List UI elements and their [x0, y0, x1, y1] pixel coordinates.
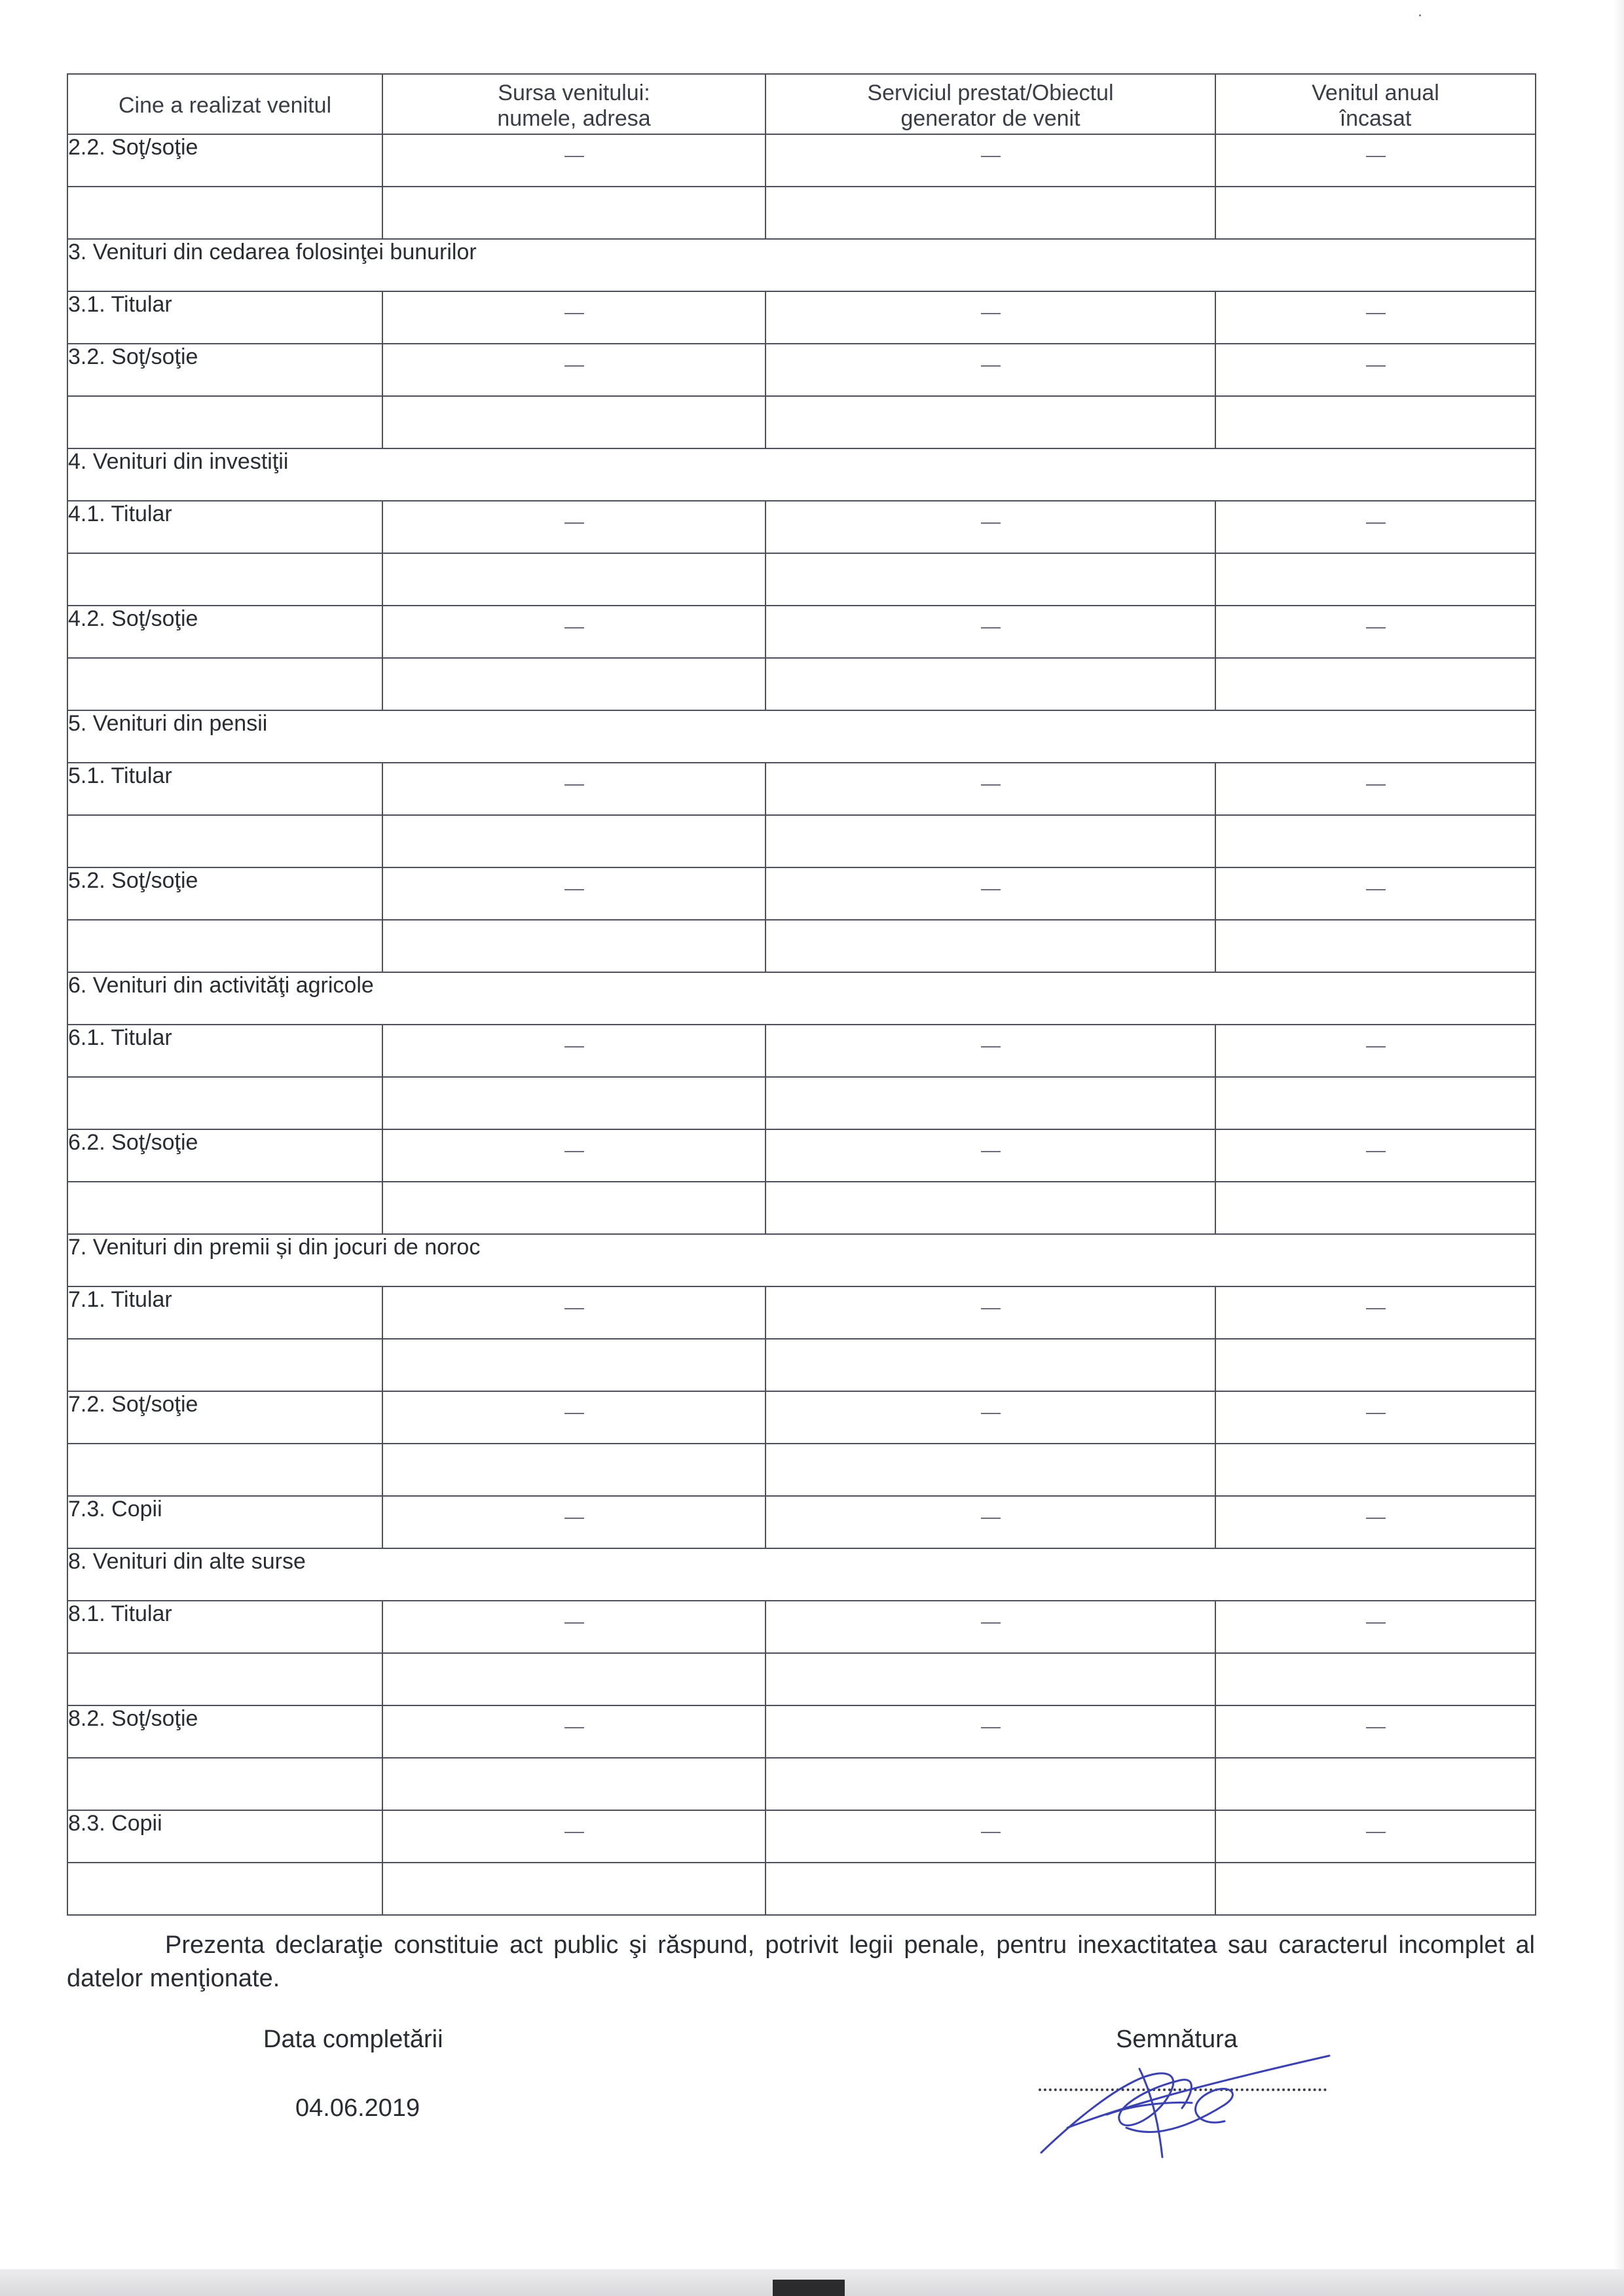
header-income-line-2: încasat	[1339, 106, 1412, 131]
income-cell	[1215, 1496, 1536, 1548]
table-row-blank	[67, 815, 1536, 867]
row-label: 2.2. Soţ/soţie	[67, 134, 382, 187]
table-row	[67, 1391, 1536, 1444]
empty-dash	[564, 313, 584, 314]
completion-date-label: Data completării	[263, 2026, 443, 2053]
empty-dash	[564, 1518, 584, 1519]
scan-bottom-tab	[773, 2280, 845, 2296]
income-cell	[1215, 1129, 1536, 1182]
empty-dash	[981, 1046, 1001, 1048]
empty-dash	[981, 889, 1001, 890]
table-row-blank	[67, 1339, 1536, 1391]
empty-dash	[981, 1518, 1001, 1519]
table-row	[67, 763, 1536, 815]
empty-dash	[1366, 1308, 1386, 1309]
source-cell	[382, 1496, 766, 1548]
table-row-blank	[67, 187, 1536, 239]
row-label: 7.2. Soţ/soţie	[67, 1391, 382, 1444]
row-label: 8.2. Soţ/soţie	[67, 1705, 382, 1758]
table-header-row	[67, 74, 1536, 134]
row-label: 3.2. Soţ/soţie	[67, 344, 382, 396]
empty-dash	[564, 627, 584, 629]
row-label: 8.3. Copii	[67, 1810, 382, 1863]
section-row	[67, 972, 1536, 1025]
empty-dash	[1366, 1622, 1386, 1624]
empty-dash	[564, 365, 584, 367]
table-row-blank	[67, 1077, 1536, 1129]
table-row-blank	[67, 1653, 1536, 1705]
header-service-line-1: Serviciul prestat/Obiectul	[867, 80, 1114, 105]
source-cell	[382, 291, 766, 344]
empty-dash	[981, 1308, 1001, 1309]
row-label: 3.1. Titular	[67, 291, 382, 344]
section-row	[67, 1548, 1536, 1601]
service-cell	[766, 763, 1215, 815]
empty-dash	[981, 365, 1001, 367]
row-label: 7.1. Titular	[67, 1286, 382, 1339]
source-cell	[382, 1601, 766, 1653]
table-row	[67, 501, 1536, 553]
empty-dash	[1366, 889, 1386, 890]
empty-dash	[1366, 1832, 1386, 1833]
table-row-blank	[67, 1758, 1536, 1810]
row-label: 5.1. Titular	[67, 763, 382, 815]
service-cell	[766, 1601, 1215, 1653]
empty-dash	[1366, 1151, 1386, 1152]
empty-dash	[981, 627, 1001, 629]
empty-dash	[564, 156, 584, 157]
empty-dash	[981, 522, 1001, 524]
empty-dash	[1366, 1413, 1386, 1414]
empty-dash	[1366, 627, 1386, 629]
table-row-blank	[67, 553, 1536, 606]
empty-dash	[564, 889, 584, 890]
income-cell	[1215, 134, 1536, 187]
table-row	[67, 1129, 1536, 1182]
table-row	[67, 344, 1536, 396]
empty-dash	[981, 1727, 1001, 1728]
service-cell	[766, 134, 1215, 187]
service-cell	[766, 1705, 1215, 1758]
empty-dash	[1366, 313, 1386, 314]
service-cell	[766, 1496, 1215, 1548]
header-who-line-1: Cine a realizat venitul	[118, 93, 332, 118]
table-row	[67, 1286, 1536, 1339]
empty-dash	[564, 1622, 584, 1624]
header-who	[67, 74, 382, 134]
scan-right-edge	[1614, 0, 1624, 2296]
income-cell	[1215, 763, 1536, 815]
section-row	[67, 710, 1536, 763]
section-title: 5. Venituri din pensii	[67, 710, 1536, 763]
empty-dash	[1366, 156, 1386, 157]
header-service	[766, 74, 1215, 134]
service-cell	[766, 1025, 1215, 1077]
service-cell	[766, 867, 1215, 920]
source-cell	[382, 134, 766, 187]
row-label: 4.2. Soţ/soţie	[67, 606, 382, 658]
empty-dash	[1366, 522, 1386, 524]
source-cell	[382, 1025, 766, 1077]
section-row	[67, 1234, 1536, 1286]
income-cell	[1215, 1705, 1536, 1758]
section-row	[67, 239, 1536, 291]
income-cell	[1215, 1601, 1536, 1653]
signature-label: Semnătura	[1116, 2026, 1238, 2053]
service-cell	[766, 1286, 1215, 1339]
source-cell	[382, 344, 766, 396]
empty-dash	[1366, 1727, 1386, 1728]
income-cell	[1215, 344, 1536, 396]
source-cell	[382, 606, 766, 658]
section-title: 4. Venituri din investiţii	[67, 448, 1536, 501]
empty-dash	[564, 1151, 584, 1152]
empty-dash	[981, 156, 1001, 157]
row-label: 5.2. Soţ/soţie	[67, 867, 382, 920]
table-row-blank	[67, 1444, 1536, 1496]
empty-dash	[1366, 1046, 1386, 1048]
service-cell	[766, 344, 1215, 396]
empty-dash	[981, 313, 1001, 314]
empty-dash	[981, 1622, 1001, 1624]
table-row	[67, 291, 1536, 344]
table-row	[67, 134, 1536, 187]
empty-dash	[564, 522, 584, 524]
handwritten-signature	[1028, 2043, 1342, 2167]
service-cell	[766, 501, 1215, 553]
income-cell	[1215, 606, 1536, 658]
header-income-line-1: Venitul anual	[1312, 80, 1439, 105]
source-cell	[382, 763, 766, 815]
service-cell	[766, 1391, 1215, 1444]
header-source-line-2: numele, adresa	[497, 106, 651, 131]
source-cell	[382, 1810, 766, 1863]
declaration-statement: Prezenta declaraţie constituie act public şi răspund, potrivit legii penale, pentru inexactitatea sau caracterul incomplet al datelor menţionate.	[67, 1931, 1535, 1992]
empty-dash	[564, 784, 584, 786]
table-row	[67, 1025, 1536, 1077]
section-title: 6. Venituri din activităţi agricole	[67, 972, 1536, 1025]
scan-speck	[1419, 14, 1421, 16]
service-cell	[766, 606, 1215, 658]
source-cell	[382, 867, 766, 920]
income-declaration-table	[67, 73, 1536, 1916]
empty-dash	[1366, 784, 1386, 786]
table-row-blank	[67, 920, 1536, 972]
empty-dash	[1366, 365, 1386, 367]
row-label: 7.3. Copii	[67, 1496, 382, 1548]
header-service-line-2: generator de venit	[900, 106, 1080, 131]
section-title: 8. Venituri din alte surse	[67, 1548, 1536, 1601]
empty-dash	[564, 1413, 584, 1414]
header-source-line-1: Sursa venitului:	[498, 80, 650, 105]
empty-dash	[564, 1308, 584, 1309]
empty-dash	[564, 1832, 584, 1833]
section-title: 7. Venituri din premii și din jocuri de noroc	[67, 1234, 1536, 1286]
source-cell	[382, 501, 766, 553]
empty-dash	[981, 1151, 1001, 1152]
table-row-blank	[67, 1182, 1536, 1234]
table-row	[67, 1601, 1536, 1653]
table-row-blank	[67, 396, 1536, 448]
income-cell	[1215, 1025, 1536, 1077]
row-label: 8.1. Titular	[67, 1601, 382, 1653]
empty-dash	[564, 1727, 584, 1728]
source-cell	[382, 1129, 766, 1182]
row-label: 6.1. Titular	[67, 1025, 382, 1077]
table-row	[67, 1810, 1536, 1863]
empty-dash	[564, 1046, 584, 1048]
income-cell	[1215, 1286, 1536, 1339]
income-cell	[1215, 1391, 1536, 1444]
section-title: 3. Venituri din cedarea folosinţei bunurilor	[67, 239, 1536, 291]
table-row	[67, 867, 1536, 920]
service-cell	[766, 291, 1215, 344]
header-income	[1215, 74, 1536, 134]
income-cell	[1215, 1810, 1536, 1863]
empty-dash	[981, 1832, 1001, 1833]
empty-dash	[981, 1413, 1001, 1414]
row-label: 4.1. Titular	[67, 501, 382, 553]
table-row	[67, 1496, 1536, 1548]
empty-dash	[981, 784, 1001, 786]
income-cell	[1215, 501, 1536, 553]
income-cell	[1215, 291, 1536, 344]
source-cell	[382, 1705, 766, 1758]
service-cell	[766, 1129, 1215, 1182]
table-row-blank	[67, 658, 1536, 710]
section-row	[67, 448, 1536, 501]
empty-dash	[1366, 1518, 1386, 1519]
row-label: 6.2. Soţ/soţie	[67, 1129, 382, 1182]
source-cell	[382, 1286, 766, 1339]
income-cell	[1215, 867, 1536, 920]
table-row	[67, 606, 1536, 658]
source-cell	[382, 1391, 766, 1444]
table-row-blank	[67, 1863, 1536, 1915]
table-row	[67, 1705, 1536, 1758]
completion-date-value: 04.06.2019	[295, 2094, 420, 2122]
service-cell	[766, 1810, 1215, 1863]
header-source	[382, 74, 766, 134]
